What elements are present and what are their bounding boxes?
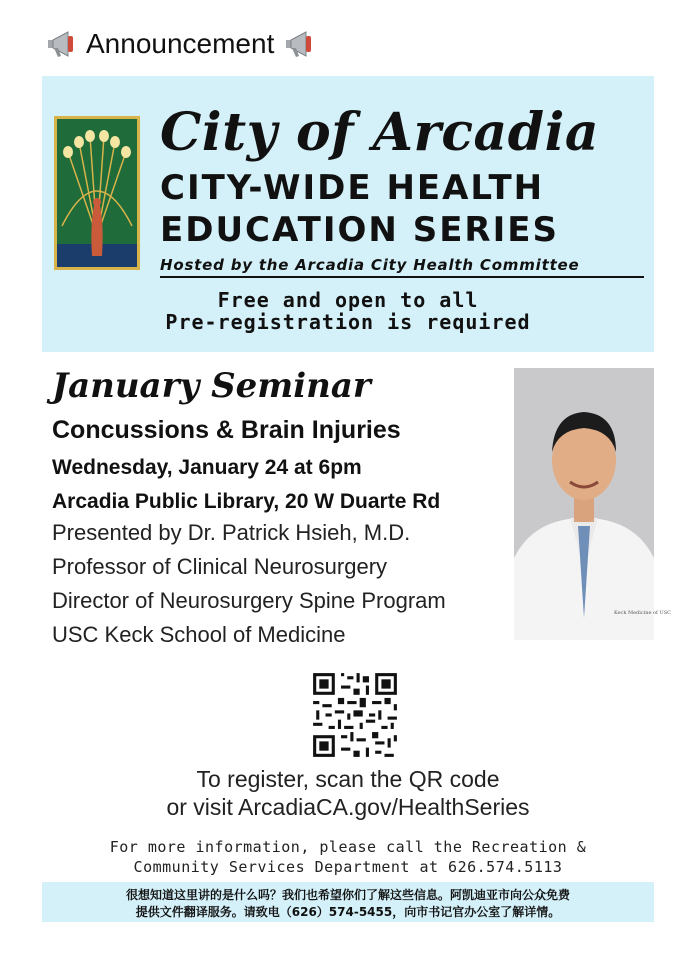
seminar-topic: Concussions & Brain Injuries [52, 416, 401, 444]
chinese-line1: 很想知道这里讲的是什么吗？我们也希望你们了解这些信息。阿凯迪亚市向公众免费 [125, 888, 570, 902]
register-url[interactable]: or visit ArcadiaCA.gov/HealthSeries [166, 794, 530, 820]
hosted-by: Hosted by the Arcadia City Health Committee [160, 256, 644, 278]
post-title: Announcement [86, 28, 275, 59]
more-info-line2: Community Services Department at 626.574.5113 [133, 858, 563, 876]
series-title-line2: EDUCATION SERIES [160, 210, 559, 250]
registration-qr-code[interactable] [310, 670, 400, 760]
more-info-line1: For more information, please call the Recreation & [109, 838, 587, 856]
presenter: Presented by Dr. Patrick Hsieh, M.D. [52, 520, 411, 545]
seminar-title: January Seminar [52, 366, 371, 406]
arcadia-peacock-logo [54, 116, 140, 270]
seminar-location: Arcadia Public Library, 20 W Duarte Rd [52, 490, 441, 513]
megaphone-icon [44, 27, 78, 61]
seminar-datetime: Wednesday, January 24 at 6pm [52, 456, 362, 479]
presenter-title1: Professor of Clinical Neurosurgery [52, 554, 388, 579]
register-instruction: To register, scan the QR code [196, 766, 500, 792]
series-title-line1: CITY-WIDE HEALTH [160, 168, 545, 208]
chinese-translation-bar [42, 882, 654, 922]
flyer-image[interactable] [42, 76, 671, 922]
presenter-affiliation: USC Keck School of Medicine [52, 622, 346, 647]
presenter-photo [514, 368, 671, 640]
city-name: City of Arcadia [160, 102, 600, 163]
megaphone-icon [282, 27, 316, 61]
flyer-banner [42, 76, 654, 352]
prereg-line: Pre-registration is required [165, 310, 531, 334]
chinese-line2: 提供文件翻译服务。请致电（626）574-5455，向市书记官办公室了解详情。 [135, 905, 561, 919]
free-line: Free and open to all [217, 288, 479, 312]
post-header [44, 22, 316, 66]
presenter-title2: Director of Neurosurgery Spine Program [52, 588, 446, 613]
photo-badge: Keck Medicine of USC [614, 610, 671, 616]
